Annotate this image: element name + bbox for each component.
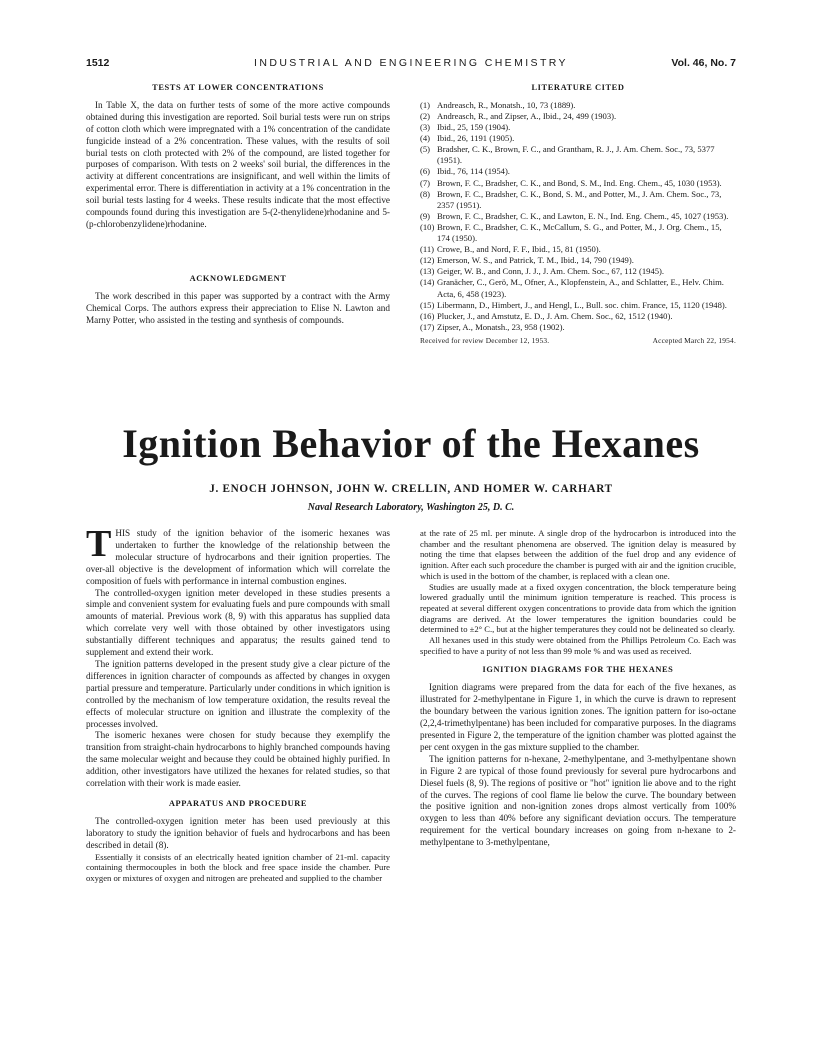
reference-item	[420, 266, 736, 277]
literature-cited-section	[420, 82, 736, 347]
reference-item	[420, 222, 736, 244]
reference-item	[420, 300, 736, 311]
reference-item	[420, 322, 736, 333]
diagrams-paragraph-1: Ignition diagrams were prepared from the data for each of the five hexanes, as illustrated for 2-methylpentane in Figure 1, in which the curve is drawn to represent the boundary between the various ignition zones. The ignition pattern for iso-octane (2,2,4-trimethylpentane) has been included for comparative purposes. In the diagrams presented in Figure 2, the temperature of the ignition chamber was plotted against the per cent oxygen in the gas mixture supplied to the chamber.	[420, 682, 736, 752]
reference-item	[420, 111, 736, 122]
reference-number: (4)	[420, 133, 431, 144]
procedure-paragraph-1: at the rate of 25 ml. per minute. A single drop of the hydrocarbon is introduced into the chamber and the resultant phenomena are observed. The ignition delay is measured by noting the time that elapses between the addition of the fuel drop and any evidence of ignition. After each such procedure the chamber is purged with air and the ignition crucible, which is used in the bottom of the chamber, is replaced with a clean one.	[420, 528, 736, 581]
page-number: 1512	[86, 57, 110, 69]
reference-text: Ibid., 25, 159 (1904).	[437, 122, 511, 133]
reference-item	[420, 133, 736, 144]
reference-number: (12)	[420, 255, 435, 266]
reference-text: Libermann, D., Himbert, J., and Hengl, L., Bull. soc. chim. France, 15, 1120 (1948).	[437, 299, 727, 310]
diagrams-paragraph-2: The ignition patterns for n-hexane, 2-methylpentane, and 3-methylpentane shown in Figure 2 are typical of those found previously for several pure hydrocarbons and Diesel fuels (8, 9). The regions of positive or "hot" ignition lie above and to the right of the curves. The regions of cool flame lie below the curve. The boundary between the positive ignition and non-ignition zones drops almost vertically from 100% oxygen to less than 40% before any significant deviation occurs. The temperature requirement for the vertical boundary increases on going from n-hexane to 2-methylpentane to 3-methylpentane,	[420, 753, 736, 848]
reference-item	[420, 277, 736, 299]
apparatus-heading: APPARATUS AND PROCEDURE	[168, 798, 308, 808]
reference-number: (1)	[420, 99, 431, 110]
reference-text: Emerson, W. S., and Patrick, T. M., Ibid., 14, 790 (1949).	[437, 255, 634, 266]
reference-item	[420, 144, 736, 166]
body-right-column	[420, 528, 736, 849]
tests-paragraph: In Table X, the data on further tests of some of the more active compounds obtained during this investigation are reported. Soil burial tests were run on strips of cotton cloth which were impregnated with a 1% concentration of the candidate fungicide instead of a 2% concentration. These values, with the results of soil burial tests on cloth protected with 2% of the compound, are listed together for purposes of comparison. With tests on 2 weeks' soil burial, the differences in the activity at different concentrations are insignificant, and well within the limits of experimental error. There is differentiation in activity at a 1% concentration in the soil burial tests lasting for 4 weeks. These results indicate that the most effective compounds found during this investigation are 5-(2-thenylidene)rhodanine and 5-(p-chlorobenzylidene)rhodanine.	[86, 99, 390, 229]
reference-text: Brown, F. C., Bradsher, C. K., and Lawton, E. N., Ind. Eng. Chem., 45, 1027 (1953).	[437, 210, 729, 221]
reference-item	[420, 178, 736, 189]
tests-section	[86, 82, 390, 231]
reference-item	[420, 189, 736, 211]
reference-number: (16)	[420, 310, 435, 321]
reference-text: Brown, F. C., Bradsher, C. K., Bond, S. M., and Potter, M., J. Am. Chem. Soc., 73, 2357 (1951).	[437, 188, 722, 210]
journal-name: INDUSTRIAL AND ENGINEERING CHEMISTRY	[254, 57, 568, 69]
reference-number: (2)	[420, 111, 431, 121]
article-affiliation: Naval Research Laboratory, Washington 25, D. C.	[307, 502, 515, 513]
reference-text: Ibid., 26, 1191 (1905).	[437, 133, 515, 144]
reference-number: (8)	[420, 188, 431, 199]
acknowledgment-heading: ACKNOWLEDGMENT	[189, 274, 287, 283]
reference-number: (11)	[420, 244, 434, 255]
reference-number: (9)	[420, 210, 431, 221]
accepted-date: Accepted March 22, 1954.	[652, 335, 736, 345]
reference-item	[420, 211, 736, 222]
reference-text: Bradsher, C. K., Brown, F. C., and Grantham, R. J., J. Am. Chem. Soc., 73, 5377 (1951).	[437, 144, 715, 166]
intro-paragraph-4: The isomeric hexanes were chosen for study because they exemplify the transition from straight-chain hydrocarbons to highly branched compounds having the same molecular weight and because they could be obtained highly purified. In addition, other investigators have utilized the hexanes for related studies, so that correlation with their work is made easier.	[86, 730, 390, 789]
reference-number: (13)	[420, 266, 435, 277]
reference-number: (3)	[420, 122, 431, 133]
reference-number: (17)	[420, 321, 435, 332]
reference-item	[420, 166, 736, 177]
running-header	[86, 56, 736, 70]
acknowledgment-section	[86, 273, 390, 327]
drop-cap: T	[86, 523, 112, 565]
literature-heading: LITERATURE CITED	[531, 83, 625, 92]
apparatus-paragraph-2: Essentially it consists of an electrically heated ignition chamber of 21-ml. capacity containing thermocouples in both the block and free space inside the chamber. Pure oxygen or mixtures of oxygen and nitrogen are preheated and supplied to the chamber	[86, 851, 390, 883]
reference-text: Zipser, A., Monatsh., 23, 958 (1902).	[437, 321, 565, 332]
intro-paragraph-2: The controlled-oxygen ignition meter developed in these studies presents a simple and convenient system for evaluating fuels and pure compounds with small amounts of material. Previous work (8, 9) with this apparatus has supplied data which correlate very well with those obtained by other investigators using substantially different techniques and apparatus; the results gained tend to supplement and extend their work.	[86, 587, 390, 658]
article-title: Ignition Behavior of the Hexanes	[122, 421, 700, 466]
reference-number: (6)	[420, 166, 431, 177]
reference-item	[420, 255, 736, 266]
article-authors: J. ENOCH JOHNSON, JOHN W. CRELLIN, AND HOMER W. CARHART	[209, 483, 613, 495]
reference-number: (7)	[420, 177, 431, 188]
reference-text: Plucker, J., and Amstutz, E. D., J. Am. Chem. Soc., 62, 1512 (1940).	[437, 310, 673, 321]
reference-number: (14)	[420, 277, 435, 288]
reference-number: (15)	[420, 299, 435, 310]
review-dates	[420, 335, 736, 347]
intro-paragraph-1-text: HIS study of the ignition behavior of the isomeric hexanes was undertaken to further the knowledge of the relationship between the molecular structure of hydrocarbons and their ignition properties. The over-all objective is the development of information which will correlate the composition of fuels with performance in internal combustion engines.	[86, 528, 390, 586]
tests-heading: TESTS AT LOWER CONCENTRATIONS	[152, 83, 324, 92]
reference-text: Brown, F. C., Bradsher, C. K., McCallum, S. G., and Potter, M., J. Org. Chem., 15, 174 (1950).	[437, 221, 722, 244]
reference-text: Geiger, W. B., and Conn, J. J., J. Am. Chem. Soc., 67, 112 (1945).	[437, 266, 665, 277]
procedure-paragraph-2: Studies are usually made at a fixed oxygen concentration, the block temperature being lowered gradually until the minimum ignition temperature is reached. This process is repeated at several different oxygen concentrations to provide data from which the ignition diagrams are derived. At the lower temperatures the ignition boundaries could be determined to ±2° C., but at the higher temperatures they could not be delineated so clearly.	[420, 581, 736, 635]
reference-text: Ibid., 76, 114 (1954).	[437, 166, 510, 177]
reference-item	[420, 311, 736, 322]
reference-item	[420, 244, 736, 255]
diagrams-heading: IGNITION DIAGRAMS FOR THE HEXANES	[482, 665, 674, 675]
reference-text: Andreasch, R., and Zipser, A., Ibid., 24, 499 (1903).	[437, 111, 617, 121]
reference-number: (5)	[420, 144, 431, 155]
apparatus-paragraph-1: The controlled-oxygen ignition meter has been used previously at this laboratory to study the ignition behavior of fuels and hydrocarbons and has been described in detail (8).	[86, 815, 390, 850]
body-left-column	[86, 523, 390, 884]
reference-item	[420, 100, 736, 111]
acknowledgment-paragraph: The work described in this paper was supported by a contract with the Army Chemical Corps. The authors express their appreciation to Elise N. Lawton and Marny Potter, who assisted in the testing and synthesis of compounds.	[86, 290, 390, 325]
reference-text: Crowe, B., and Nord, F. F., Ibid., 15, 81 (1950).	[437, 244, 601, 255]
procedure-paragraph-3: All hexanes used in this study were obtained from the Phillips Petroleum Co. Each was specified to have a purity of not less than 99 mole % and was used as received.	[420, 635, 736, 656]
reference-text: Granächer, C., Gerö, M., Ofner, A., Klopfenstein, A., and Schlatter, E., Helv. Chim. Acta, 6, 458 (1923).	[437, 277, 724, 299]
reference-text: Andreasch, R., Monatsh., 10, 73 (1889).	[437, 99, 576, 110]
volume-issue: Vol. 46, No. 7	[671, 57, 736, 69]
intro-paragraph-1	[86, 523, 390, 588]
reference-list	[420, 100, 736, 333]
reference-number: (10)	[420, 221, 435, 232]
received-date: Received for review December 12, 1953.	[420, 335, 550, 345]
reference-text: Brown, F. C., Bradsher, C. K., and Bond, S. M., Ind. Eng. Chem., 45, 1030 (1953).	[437, 177, 722, 188]
intro-paragraph-3: The ignition patterns developed in the present study give a clear picture of the differences in ignition character of compounds as affected by changes in oxygen partial pressure and temperature. Particularly under conditions in which ignition is controlled by the mechanism of low temperature oxidation, the results reveal the effects of molecular structure on ignition and illustrate the complexity of the processes involved.	[86, 658, 390, 729]
reference-item	[420, 122, 736, 133]
